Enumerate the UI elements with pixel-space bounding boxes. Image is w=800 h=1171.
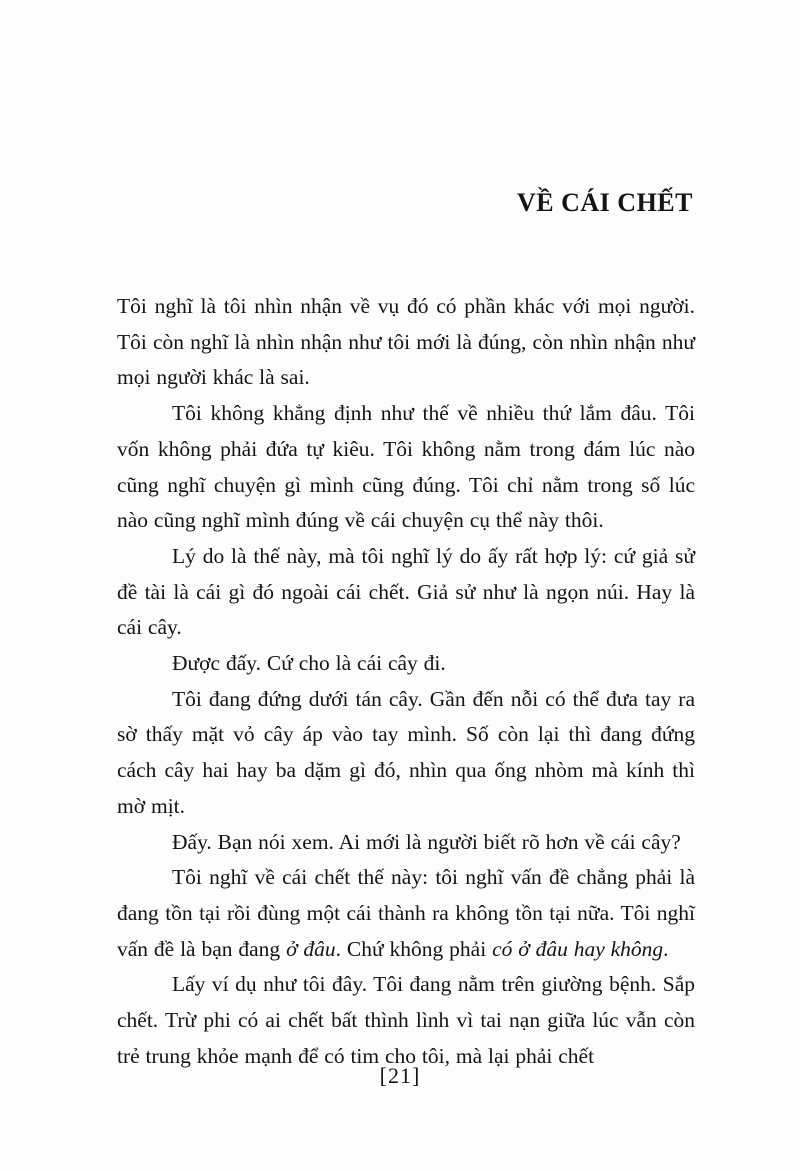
- paragraph-8: Lấy ví dụ như tôi đây. Tôi đang nằm trên giường bệnh. Sắp chết. Trừ phi có ai chết bất thình lình vì tai nạn giữa lúc vẫn còn trẻ trung khỏe mạnh để có tim cho tôi, mà lại phải chết: [117, 972, 695, 1068]
- paragraph-6: Đấy. Bạn nói xem. Ai mới là người biết rõ hơn về cái cây?: [172, 829, 681, 854]
- paragraph-7-emphasis-where: ở đâu: [286, 936, 336, 961]
- paragraph-7-text-middle: . Chứ không phải: [335, 936, 493, 961]
- paragraph-3: Lý do là thế này, mà tôi nghĩ lý do ấy rất hợp lý: cứ giả sử đề tài là cái gì đó ngoài cái chết. Giả sử như là ngọn núi. Hay là cái cây.: [117, 543, 695, 640]
- page-number: [21]: [379, 1063, 421, 1088]
- paragraph-7: [117, 860, 695, 967]
- paragraph-5: Tôi đang đứng dưới tán cây. Gần đến nỗi có thể đưa tay ra sờ thấy mặt vỏ cây áp vào tay mình. Số còn lại thì đang đứng cách cây hai hay ba dặm gì đó, nhìn qua ống nhòm mà kính thì mờ mịt.: [117, 686, 695, 818]
- body-text: [117, 289, 695, 1074]
- chapter-title: VỀ CÁI CHẾT: [517, 188, 693, 217]
- paragraph-4: Được đấy. Cứ cho là cái cây đi.: [172, 651, 446, 676]
- paragraph-1: Tôi nghĩ là tôi nhìn nhận về vụ đó có phần khác với mọi người. Tôi còn nghĩ là nhìn nhận như tôi mới là đúng, còn nhìn nhận như mọi người khác là sai.: [117, 294, 695, 390]
- paragraph-7-text-after: .: [663, 936, 669, 961]
- paragraph-7-text-before: Tôi nghĩ về cái chết thế này: tôi nghĩ vấn đề chẳng phải là đang tồn tại rồi đùng một cái thành ra không tồn tại nữa. Tôi nghĩ vấn đề là bạn đang: [117, 865, 695, 961]
- paragraph-2: Tôi không khẳng định như thế về nhiều thứ lắm đâu. Tôi vốn không phải đứa tự kiêu. Tôi không nằm trong đám lúc nào cũng nghĩ chuyện gì mình cũng đúng. Tôi chỉ nằm trong số lúc nào cũng nghĩ mình đúng về cái chuyện cụ thể này thôi.: [117, 401, 695, 533]
- paragraph-7-emphasis-whether: có ở đâu hay không: [492, 936, 664, 961]
